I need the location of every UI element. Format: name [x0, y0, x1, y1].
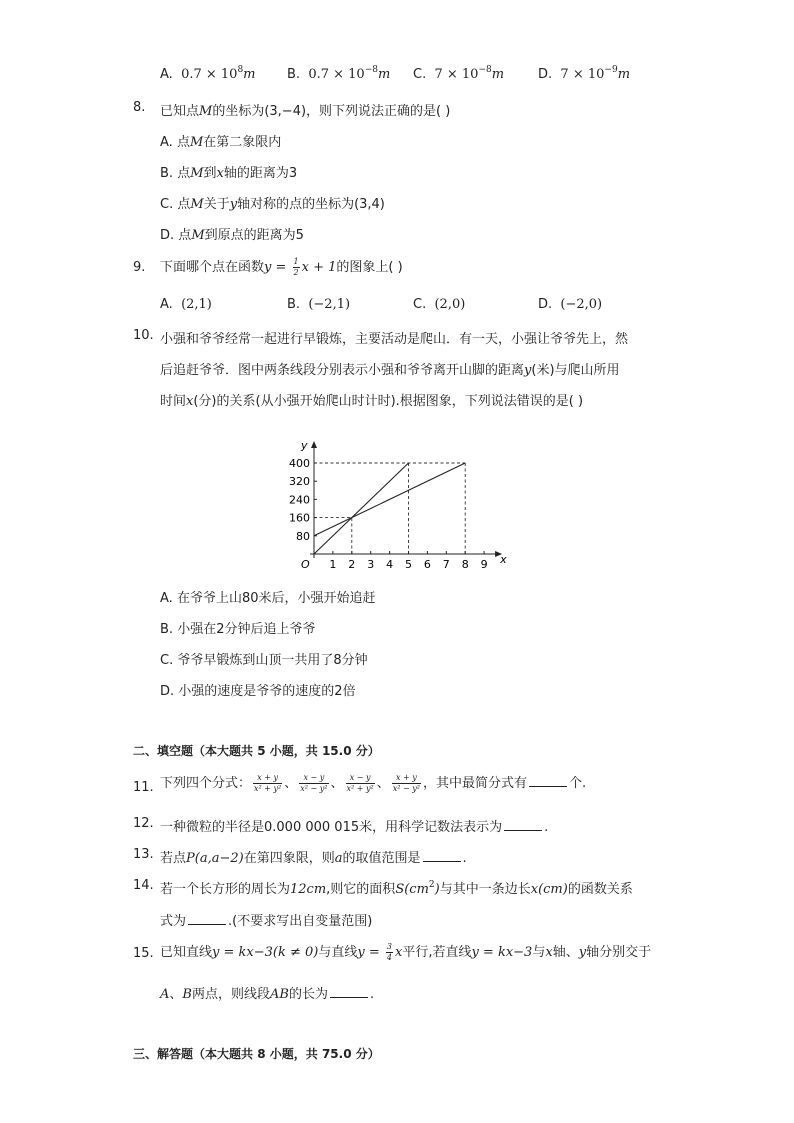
- q15-number: 15.: [133, 946, 154, 961]
- q9-option-d: D. (−2,0): [538, 297, 603, 312]
- y-tick-label: 80: [296, 529, 310, 543]
- section-3-heading: 三、解答题（本大题共 8 小题，共 75.0 分）: [133, 1047, 380, 1061]
- q9-option-a: A. (2,1): [160, 297, 212, 312]
- q7-option-c: C. $7 \times 10^{-8}m$: [413, 65, 505, 82]
- q9-option-c: C. (2,0): [413, 297, 466, 312]
- q14-line-2: 式为 .(不要求写出自变量范围): [160, 914, 373, 929]
- q15-line-2: A、B两点，则线段AB的长为 .: [160, 987, 375, 1002]
- x-tick-label: 1: [329, 558, 337, 571]
- q10-option-a: A. 在爷爷上山80米后，小强开始追赶: [160, 591, 376, 606]
- q12-stem: 一种微粒的半径是0.000 000 015米，用科学记数法表示为 .: [160, 820, 549, 835]
- q10-line-3: 时间x(分)的关系(从小强开始爬山时计时).根据图象，下列说法错误的是( ): [160, 394, 584, 409]
- q8-number: 8.: [133, 100, 146, 115]
- y-tick-label: 160: [289, 511, 310, 525]
- q7-option-d: D. $7 \times 10^{-9}m$: [538, 65, 631, 82]
- q12-number: 12.: [133, 816, 154, 831]
- x-tick-label: 4: [386, 558, 394, 571]
- x-tick-label: 6: [423, 558, 431, 571]
- y-axis-label: y: [301, 439, 308, 452]
- y-tick-label: 400: [289, 457, 310, 470]
- q14-line-1: 若一个长方形的周长为12cm,则它的面积$S(cm^2)$与其中一条边长x(cm)的函数关系: [160, 880, 633, 897]
- x-tick-label: 7: [442, 558, 450, 571]
- q10-line-2: 后追赶爷爷．图中两条线段分别表示小强和爷爷离开山脚的距离y(米)与爬山所用: [160, 363, 620, 378]
- x-tick-label: 2: [348, 558, 356, 571]
- x-tick-label: 5: [405, 558, 412, 571]
- q9-number: 9.: [133, 260, 146, 275]
- y-tick-label: 320: [289, 475, 310, 489]
- q13-stem: 若点P(a,a−2)在第四象限，则a的取值范围是 .: [160, 851, 467, 866]
- q9-option-b: B. (−2,1): [287, 297, 351, 312]
- q10-number: 10.: [133, 328, 154, 343]
- x-tick-label: 8: [461, 558, 469, 571]
- x-tick-label: 9: [480, 558, 488, 571]
- y-tick-label: 240: [289, 493, 310, 507]
- distance-time-chart: [270, 412, 520, 582]
- q13-blank: [423, 850, 461, 862]
- q14-blank: [188, 913, 226, 925]
- q11-number: 11.: [133, 780, 154, 795]
- q13-number: 13.: [133, 847, 154, 862]
- y-axis-arrow: [311, 441, 317, 448]
- q7-option-b: B. $0.7 \times 10^{-8}m$: [287, 65, 391, 82]
- q11-blank: [529, 775, 567, 787]
- series-line-grandpa: [314, 463, 465, 536]
- origin-label: O: [301, 558, 310, 571]
- q10-line-1: 小强和爷爷经常一起进行早锻炼，主要活动是爬山．有一天，小强让爷爷先上，然: [160, 332, 629, 347]
- q15-line-1: 已知直线y = kx−3(k ≠ 0)与直线y = $\frac{3}{4}$ x平行,若直线y = kx−3与x轴、y轴分别交于: [160, 942, 652, 962]
- q7-option-a: A. $0.7 \times 10^8m$: [160, 65, 256, 82]
- q10-option-b: B. 小强在2分钟后追上爷爷: [160, 622, 316, 637]
- section-2-heading: 二、填空题（本大题共 5 小题，共 15.0 分）: [133, 744, 380, 758]
- q8-option-d: D. 点M到原点的距离为5: [160, 228, 304, 243]
- q8-option-c: C. 点M关于y轴对称的点的坐标为(3,4): [160, 197, 385, 212]
- q9-fraction: $\frac{1}{2}$: [293, 257, 299, 277]
- q10-option-c: C. 爷爷早锻炼到山顶一共用了8分钟: [160, 653, 368, 668]
- q8-option-a: A. 点M在第二象限内: [160, 135, 282, 150]
- q14-number: 14.: [133, 878, 154, 893]
- q8-stem: 已知点M的坐标为(3,−4)，则下列说法正确的是( ): [160, 104, 451, 119]
- q8-option-b: B. 点M到x轴的距离为3: [160, 166, 298, 181]
- x-axis-label: x: [500, 553, 507, 566]
- q10-option-d: D. 小强的速度是爷爷的速度的2倍: [160, 684, 356, 699]
- series-line-xiaoqiang: [314, 463, 409, 554]
- q15-blank: [330, 986, 368, 998]
- q11-stem: 下列四个分式： $\frac{x + y}{\text{x² + y²}}$ 、 $\frac{x - y}{\text{x² − y²}}$ 、 $\frac{x - y}{\text{x² + y²}}$ 、 $\frac{x + y}{\text{x² − y²}}$ ，其中最简分式有 个.: [160, 773, 587, 793]
- x-tick-label: 3: [367, 558, 375, 571]
- q12-blank: [504, 819, 542, 831]
- q9-stem: 下面哪个点在函数y = $\frac{1}{2}$ x + 1的图象上( ): [160, 257, 403, 277]
